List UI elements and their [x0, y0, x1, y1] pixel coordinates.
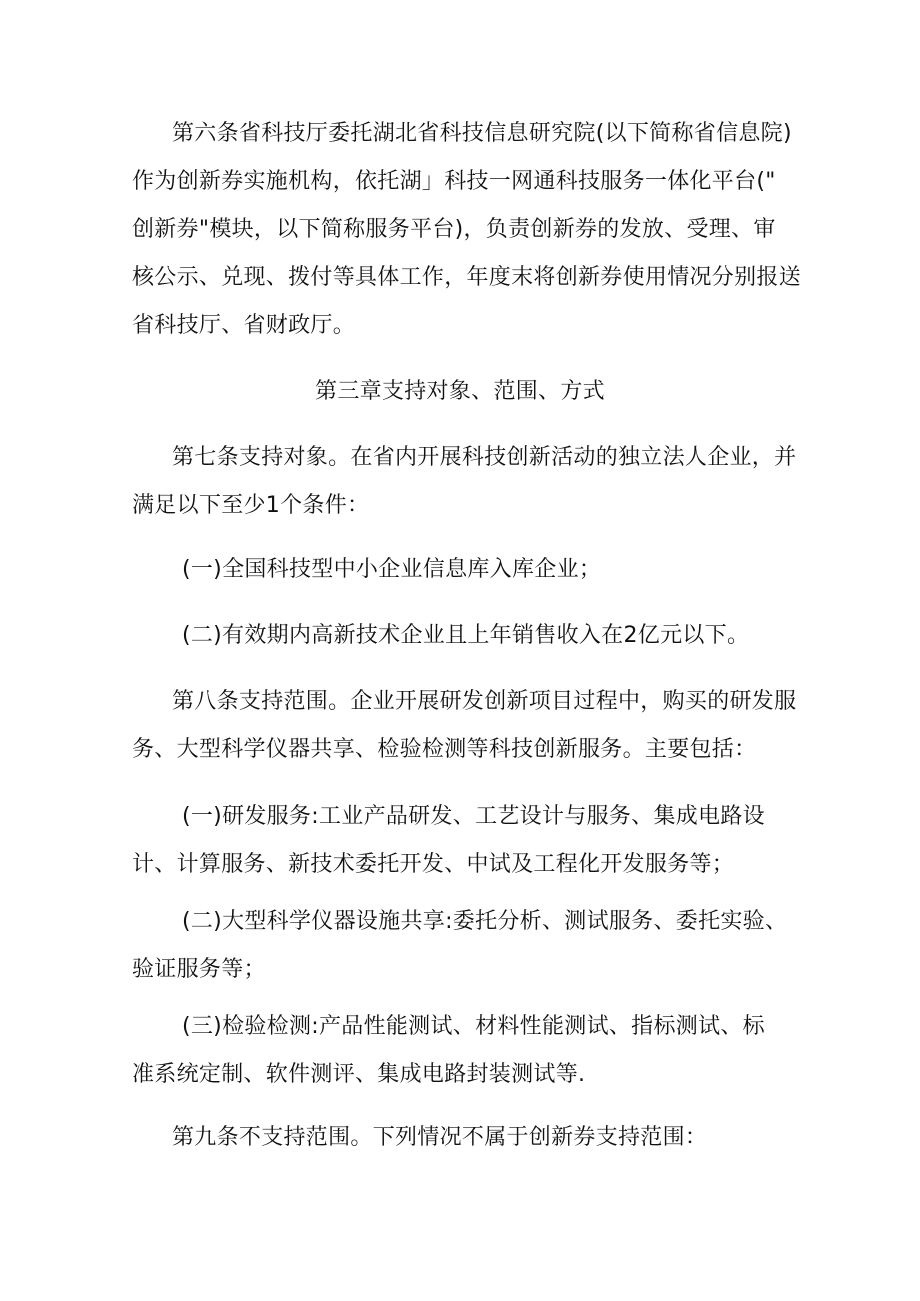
article-6-line-2: 作为创新券实施机构，依托湖」科技一网通科技服务一体化平台(": [132, 169, 776, 194]
article-7-item-2-line: (二)有效期内高新技术企业且上年销售收入在2亿元以下。: [182, 623, 750, 648]
chapter-3-heading: 第三章支持对象、范围、方式: [315, 379, 605, 404]
article-7-line-1: 第七条支持对象。在省内开展科技创新活动的独立法人企业，并: [172, 445, 797, 470]
article-6-line-1: 第六条省科技厅委托湖北省科技信息研究院(以下简称省信息院): [172, 121, 792, 146]
article-8-item-3: [132, 1003, 782, 1099]
article-8-item-3-line-2: 准系统定制、软件测评、集成电路封装测试等.: [132, 1062, 586, 1087]
article-9: [132, 1114, 782, 1162]
article-7-item-1: [132, 546, 782, 594]
article-6-line-4: 核公示、兑现、拨付等具体工作，年度末将创新券使用情况分别报送: [132, 265, 802, 290]
article-8-item-2-line-2: 验证服务等；: [132, 957, 266, 982]
article-7-line-2: 满足以下至少1个条件：: [132, 493, 370, 518]
article-6: [132, 110, 802, 350]
article-8-line-1: 第八条支持范围。企业开展研发创新项目过程中，购买的研发服: [172, 689, 797, 714]
article-8-item-1-line-1: (一)研发服务:工业产品研发、工艺设计与服务、集成电路设: [182, 804, 765, 829]
article-8: [132, 678, 797, 774]
article-6-line-3: 创新券"模块，以下简称服务平台)，负责创新券的发放、受理、审: [132, 217, 776, 242]
article-8-line-2: 务、大型科学仪器共享、检验检测等科技创新服务。主要包括：: [132, 737, 757, 762]
article-8-item-2-line-1: (二)大型科学仪器设施共享:委托分析、测试服务、委托实验、: [182, 909, 788, 934]
article-8-item-1-line-2: 计、计算服务、新技术委托开发、中试及工程化开发服务等；: [132, 852, 735, 877]
article-7-item-2: [132, 612, 782, 660]
article-8-item-2: [132, 898, 788, 994]
article-8-item-3-line-1: (三)检验检测:产品性能测试、材料性能测试、指标测试、标: [182, 1014, 765, 1039]
article-9-line-1: 第九条不支持范围。下列情况不属于创新券支持范围：: [172, 1125, 708, 1150]
article-6-line-5: 省科技厅、省财政厅。: [132, 313, 356, 338]
article-8-item-1: [132, 793, 782, 889]
article-7-item-1-line: (一)全国科技型中小企业信息库入库企业；: [182, 557, 602, 582]
article-7: [132, 434, 797, 530]
